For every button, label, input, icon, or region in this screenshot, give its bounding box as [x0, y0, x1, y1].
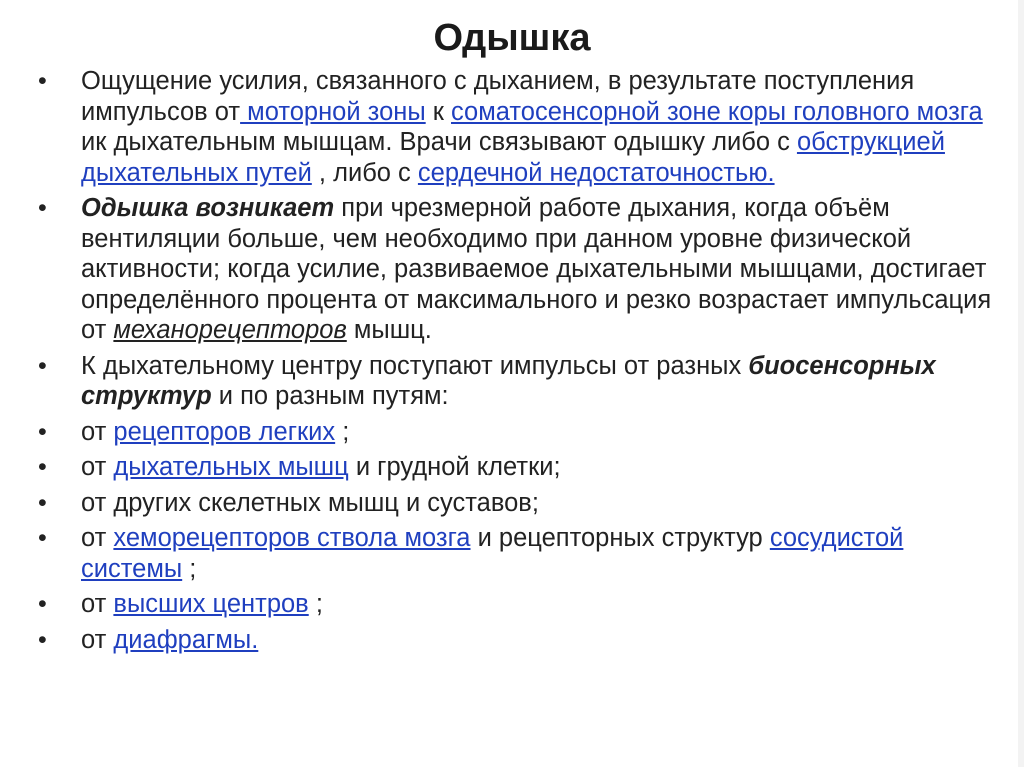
- text: К дыхательному центру поступают импульсы от разных: [81, 351, 749, 380]
- bullet-icon: •: [38, 417, 47, 446]
- link-heart-failure-period[interactable]: .: [767, 158, 775, 187]
- link-vascular-system[interactable]: сосудистой системы: [81, 524, 904, 583]
- text: Ощущение усилия, связанного с дыханием, в результате поступления импульсов от: [81, 67, 915, 126]
- link-motor-zone[interactable]: моторной зоны: [240, 97, 426, 126]
- bullet-icon: •: [38, 453, 47, 481]
- text: ик дыхательным мышцам. Врачи связывают одышку либо с: [81, 128, 797, 156]
- link-heart-failure[interactable]: сердечной недостаточностью: [417, 158, 768, 187]
- text: ;: [335, 417, 350, 446]
- bullet-icon: •: [38, 488, 47, 517]
- link-somatosensory-zone[interactable]: соматосенсорной зоне коры головного мозга: [451, 97, 983, 126]
- text: при чрезмерной работе дыхания, когда объём вентиляции больше, чем необходимо при данном уровне физической активности; когда усилие, развиваемое дыхательными мышцами, достигает определённого процента от максимального и резко возрастает импульсация от: [81, 194, 992, 344]
- text: от: [81, 524, 114, 552]
- link-brainstem-chemoreceptors[interactable]: хеморецепторов ствола мозга: [113, 524, 471, 552]
- slide-edge: [1018, 0, 1024, 767]
- bullet-item-skeletal-muscles: [36, 488, 996, 519]
- bullet-item-lung-receptors: [36, 417, 996, 448]
- text: от других скелетных мышц и суставов;: [81, 488, 539, 517]
- link-higher-centers[interactable]: высших центров: [113, 590, 309, 618]
- emphasis-text: биосенсорных структур: [81, 351, 936, 410]
- bullet-icon: •: [38, 67, 47, 95]
- text: от: [81, 453, 114, 481]
- text: , либо с: [311, 158, 418, 187]
- bullet-list: [36, 66, 996, 660]
- bullet-item-higher-centers: [36, 589, 996, 620]
- text: и рецепторных структур: [470, 524, 770, 552]
- text: ;: [182, 554, 197, 583]
- emphasis-text: Одышка возникает: [81, 194, 335, 222]
- bullet-icon: •: [38, 524, 47, 552]
- link-respiratory-muscles[interactable]: дыхательных мышц: [113, 453, 349, 481]
- link-lung-receptors[interactable]: рецепторов легких: [113, 417, 336, 446]
- link-diaphragm[interactable]: диафрагмы.: [113, 625, 259, 654]
- text: ;: [308, 590, 323, 618]
- text: мышц.: [346, 316, 432, 344]
- text: от: [81, 417, 114, 446]
- text: и по разным путям:: [211, 382, 449, 410]
- text: от: [81, 625, 114, 654]
- text: к: [425, 97, 452, 126]
- bullet-item-occurrence: [36, 193, 996, 346]
- bullet-item-diaphragm: [36, 625, 996, 656]
- bullet-item-respiratory-muscles: [36, 452, 996, 483]
- bullet-item-sensation: [36, 66, 996, 188]
- bullet-icon: •: [38, 625, 47, 654]
- text: от: [81, 590, 114, 618]
- text: и грудной клетки;: [348, 453, 561, 481]
- link-mechanoreceptors[interactable]: механорецепторов: [113, 316, 347, 344]
- bullet-icon: •: [38, 590, 47, 618]
- bullet-icon: •: [38, 351, 47, 380]
- slide-title: Одышка: [433, 17, 591, 59]
- bullet-item-chemoreceptors: [36, 523, 996, 584]
- bullet-icon: •: [38, 194, 47, 222]
- bullet-item-respiratory-center: [36, 351, 996, 412]
- link-airway-obstruction[interactable]: обструкцией дыхательных путей: [81, 128, 945, 187]
